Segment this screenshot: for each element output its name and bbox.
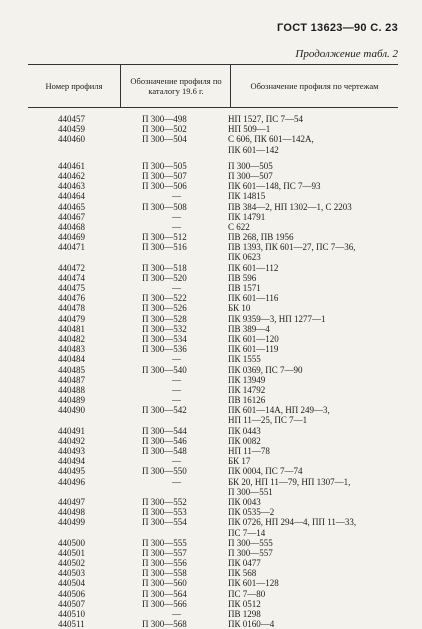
- profile-number: 440499: [58, 517, 85, 528]
- drawing-designation: ПВ 1298: [228, 609, 261, 619]
- drawing-designation: П 300—555: [228, 537, 273, 548]
- catalog-designation: —: [172, 456, 181, 467]
- table-row: [28, 528, 398, 538]
- table-row: [28, 334, 398, 344]
- table-header: [28, 64, 398, 108]
- drawing-designation: ПК 0512: [228, 598, 261, 609]
- catalog-designation: П 300—557: [142, 547, 187, 558]
- profile-number: 440506: [58, 588, 85, 599]
- catalog-designation: —: [172, 191, 181, 202]
- catalog-designation: П 300—518: [142, 262, 187, 273]
- table-row: [28, 415, 398, 425]
- drawing-designation: ПК 601—142: [228, 144, 279, 155]
- drawing-designation: ПС 7—14: [228, 527, 266, 538]
- catalog-designation: П 300—560: [142, 578, 187, 589]
- drawing-designation: ПК 0160—4: [228, 619, 275, 629]
- drawing-designation: ПК 568: [228, 568, 257, 579]
- column-header-number: Номер профиля: [45, 81, 103, 91]
- drawing-designation: ПК 13949: [228, 374, 266, 385]
- table-row: [28, 171, 398, 181]
- catalog-designation: П 300—512: [142, 232, 187, 243]
- profile-number: 440472: [58, 262, 85, 273]
- profile-number: 440469: [58, 232, 85, 243]
- drawing-designation: ПК 601—119: [228, 344, 279, 355]
- table-row: [28, 181, 398, 191]
- profile-number: 440461: [58, 160, 85, 171]
- table-row: [28, 273, 398, 283]
- catalog-designation: П 300—542: [142, 405, 187, 416]
- table-row: [28, 456, 398, 466]
- drawing-designation: ПК 0726, НП 294—4, ПП 11—33,: [228, 517, 357, 528]
- table-row: [28, 446, 398, 456]
- profile-number: 440510: [58, 609, 85, 619]
- profile-number: 440493: [58, 446, 85, 456]
- drawing-designation: БК 20, НП 11—79, НП 1307—1,: [228, 476, 351, 487]
- profile-number: 440488: [58, 384, 85, 395]
- drawing-designation: БК 10: [228, 303, 251, 314]
- table-continuation-label: Продолжение табл. 2: [295, 48, 398, 60]
- drawing-designation: НП 11—78: [228, 446, 270, 456]
- catalog-designation: —: [172, 395, 181, 406]
- drawing-designation: ПК 601—14А, НП 249—3,: [228, 405, 330, 416]
- drawing-designation: ПК 0004, ПС 7—74: [228, 466, 303, 477]
- profile-number: 440485: [58, 364, 85, 375]
- drawing-designation: ПК 601—116: [228, 293, 279, 304]
- table-row: [28, 477, 398, 487]
- column-header-catalog: Обозначение профиля по каталогу 19.6 г.: [120, 65, 231, 107]
- catalog-designation: П 300—526: [142, 303, 187, 314]
- catalog-designation: П 300—516: [142, 242, 187, 253]
- profiles-table: [28, 64, 398, 629]
- catalog-designation: П 300—546: [142, 435, 187, 446]
- profile-number: 440464: [58, 191, 85, 202]
- profile-number: 440478: [58, 303, 85, 314]
- catalog-designation: —: [172, 609, 181, 619]
- drawing-designation: П 300—551: [228, 486, 273, 497]
- catalog-designation: П 300—564: [142, 588, 187, 599]
- profile-number: 440491: [58, 425, 85, 436]
- table-row: [28, 426, 398, 436]
- drawing-designation: ПК 0443: [228, 425, 261, 436]
- profile-number: 440483: [58, 344, 85, 355]
- table-row: [28, 507, 398, 517]
- drawing-designation: ПС 7—80: [228, 588, 266, 599]
- profile-number: 440489: [58, 395, 85, 406]
- table-row: [28, 283, 398, 293]
- catalog-designation: —: [172, 221, 181, 232]
- profile-number: 440492: [58, 435, 85, 446]
- drawing-designation: ПВ 384—2, НП 1302—1, С 2203: [228, 201, 352, 212]
- profile-number: 440465: [58, 201, 85, 212]
- table-row: [28, 202, 398, 212]
- table-row: [28, 375, 398, 385]
- table-row: [28, 589, 398, 599]
- table-row: [28, 124, 398, 134]
- drawing-designation: ПВ 1393, ПК 601—27, ПС 7—36,: [228, 242, 356, 253]
- profile-number: 440503: [58, 568, 85, 579]
- table-row: [28, 252, 398, 262]
- drawing-designation: ПК 9359—3, НП 1277—1: [228, 313, 326, 324]
- catalog-designation: П 300—540: [142, 364, 187, 375]
- drawing-designation: П 300—557: [228, 547, 273, 558]
- profile-number: 440482: [58, 333, 85, 344]
- table-row: [28, 466, 398, 476]
- drawing-designation: ПВ 268, ПВ 1956: [228, 232, 294, 243]
- drawing-designation: ПК 0043: [228, 496, 261, 507]
- catalog-designation: —: [172, 384, 181, 395]
- catalog-designation: П 300—532: [142, 323, 187, 334]
- catalog-designation: —: [172, 283, 181, 293]
- profile-number: 440501: [58, 547, 85, 558]
- table-row: [28, 487, 398, 497]
- table-row: [28, 517, 398, 527]
- drawing-designation: ПК 0369, ПС 7—90: [228, 364, 303, 375]
- profile-number: 440496: [58, 476, 85, 487]
- column-header-drawings: Обозначение профиля по чертежам: [230, 65, 398, 107]
- table-row: [28, 191, 398, 201]
- table-row: [28, 212, 398, 222]
- table-row: [28, 609, 398, 619]
- table-row: [28, 599, 398, 609]
- table-body: [28, 108, 398, 629]
- catalog-designation: —: [172, 374, 181, 385]
- table-row: [28, 385, 398, 395]
- profile-number: 440511: [58, 619, 85, 629]
- table-row: [28, 497, 398, 507]
- catalog-designation: П 300—504: [142, 134, 187, 145]
- profile-number: 440495: [58, 466, 85, 477]
- table-row: [28, 222, 398, 232]
- catalog-designation: П 300—553: [142, 507, 187, 518]
- table-row: [28, 395, 398, 405]
- catalog-designation: П 300—507: [142, 170, 187, 181]
- drawing-designation: П 300—505: [228, 160, 273, 171]
- table-row: [28, 354, 398, 364]
- profile-number: 440460: [58, 134, 85, 145]
- drawing-designation: ПВ 1571: [228, 283, 261, 293]
- drawing-designation: ПК 14815: [228, 191, 266, 202]
- profile-number: 440467: [58, 211, 85, 222]
- table-row: [28, 405, 398, 415]
- profile-number: 440498: [58, 507, 85, 518]
- catalog-designation: —: [172, 476, 181, 487]
- profile-number: 440507: [58, 598, 85, 609]
- table-row: [28, 344, 398, 354]
- catalog-designation: П 300—498: [142, 114, 187, 124]
- page-header: ГОСТ 13623—90 С. 23: [277, 22, 398, 34]
- table-row: [28, 538, 398, 548]
- profile-number: 440497: [58, 496, 85, 507]
- profile-number: 440490: [58, 405, 85, 416]
- catalog-designation: П 300—555: [142, 537, 187, 548]
- drawing-designation: БК 17: [228, 456, 251, 467]
- catalog-designation: П 300—550: [142, 466, 187, 477]
- drawing-designation: ПВ 16126: [228, 395, 266, 406]
- catalog-designation: П 300—544: [142, 425, 187, 436]
- table-row: [28, 145, 398, 155]
- catalog-designation: —: [172, 354, 181, 365]
- table-row: [28, 232, 398, 242]
- drawing-designation: ПК 0623: [228, 252, 261, 263]
- drawing-designation: ПК 14792: [228, 384, 266, 395]
- drawing-designation: С 606, ПК 601—142А,: [228, 134, 314, 145]
- catalog-designation: П 300—556: [142, 558, 187, 569]
- profile-number: 440471: [58, 242, 85, 253]
- catalog-designation: П 300—522: [142, 293, 187, 304]
- catalog-designation: П 300—552: [142, 496, 187, 507]
- catalog-designation: —: [172, 211, 181, 222]
- catalog-designation: П 300—536: [142, 344, 187, 355]
- drawing-designation: ПК 601—148, ПС 7—93: [228, 181, 321, 192]
- table-row: [28, 314, 398, 324]
- table-row: [28, 114, 398, 124]
- profile-number: 440475: [58, 283, 85, 293]
- table-row: [28, 436, 398, 446]
- drawing-designation: ПК 601—120: [228, 333, 279, 344]
- profile-number: 440479: [58, 313, 85, 324]
- drawing-designation: ПВ 389—4: [228, 323, 270, 334]
- profile-number: 440500: [58, 537, 85, 548]
- drawing-designation: НП 11—25, ПС 7—1: [228, 415, 308, 426]
- table-row: [28, 365, 398, 375]
- table-row: [28, 548, 398, 558]
- profile-number: 440494: [58, 456, 85, 467]
- table-row: [28, 568, 398, 578]
- profile-number: 440459: [58, 124, 85, 135]
- table-row: [28, 134, 398, 144]
- drawing-designation: П 300—507: [228, 170, 273, 181]
- catalog-designation: П 300—558: [142, 568, 187, 579]
- catalog-designation: П 300—528: [142, 313, 187, 324]
- catalog-designation: П 300—520: [142, 272, 187, 283]
- table-row: [28, 303, 398, 313]
- profile-number: 440504: [58, 578, 85, 589]
- table-row: [28, 619, 398, 629]
- table-row: [28, 578, 398, 588]
- drawing-designation: ПК 601—112: [228, 262, 279, 273]
- drawing-designation: ПВ 596: [228, 272, 257, 283]
- profile-number: 440484: [58, 354, 85, 365]
- drawing-designation: НП 509—1: [228, 124, 271, 135]
- catalog-designation: П 300—506: [142, 181, 187, 192]
- table-row: [28, 242, 398, 252]
- table-row: [28, 293, 398, 303]
- table-row: [28, 324, 398, 334]
- catalog-designation: П 300—505: [142, 160, 187, 171]
- profile-number: 440476: [58, 293, 85, 304]
- catalog-designation: П 300—548: [142, 446, 187, 456]
- drawing-designation: ПК 14791: [228, 211, 266, 222]
- drawing-designation: ПК 0535—2: [228, 507, 275, 518]
- catalog-designation: П 300—554: [142, 517, 187, 528]
- catalog-designation: П 300—502: [142, 124, 187, 135]
- profile-number: 440474: [58, 272, 85, 283]
- profile-number: 440463: [58, 181, 85, 192]
- drawing-designation: ПК 601—128: [228, 578, 279, 589]
- drawing-designation: НП 1527, ПС 7—54: [228, 114, 304, 124]
- profile-number: 440468: [58, 221, 85, 232]
- drawing-designation: ПК 1555: [228, 354, 261, 365]
- drawing-designation: ПК 0082: [228, 435, 261, 446]
- catalog-designation: П 300—508: [142, 201, 187, 212]
- catalog-designation: П 300—534: [142, 333, 187, 344]
- catalog-designation: П 300—566: [142, 598, 187, 609]
- drawing-designation: ПК 0477: [228, 558, 261, 569]
- profile-number: 440462: [58, 170, 85, 181]
- catalog-designation: П 300—568: [142, 619, 187, 629]
- table-row: [28, 263, 398, 273]
- profile-number: 440457: [58, 114, 85, 124]
- profile-number: 440487: [58, 374, 85, 385]
- profile-number: 440502: [58, 558, 85, 569]
- profile-number: 440481: [58, 323, 85, 334]
- table-row: [28, 558, 398, 568]
- drawing-designation: С 622: [228, 221, 250, 232]
- table-row: [28, 161, 398, 171]
